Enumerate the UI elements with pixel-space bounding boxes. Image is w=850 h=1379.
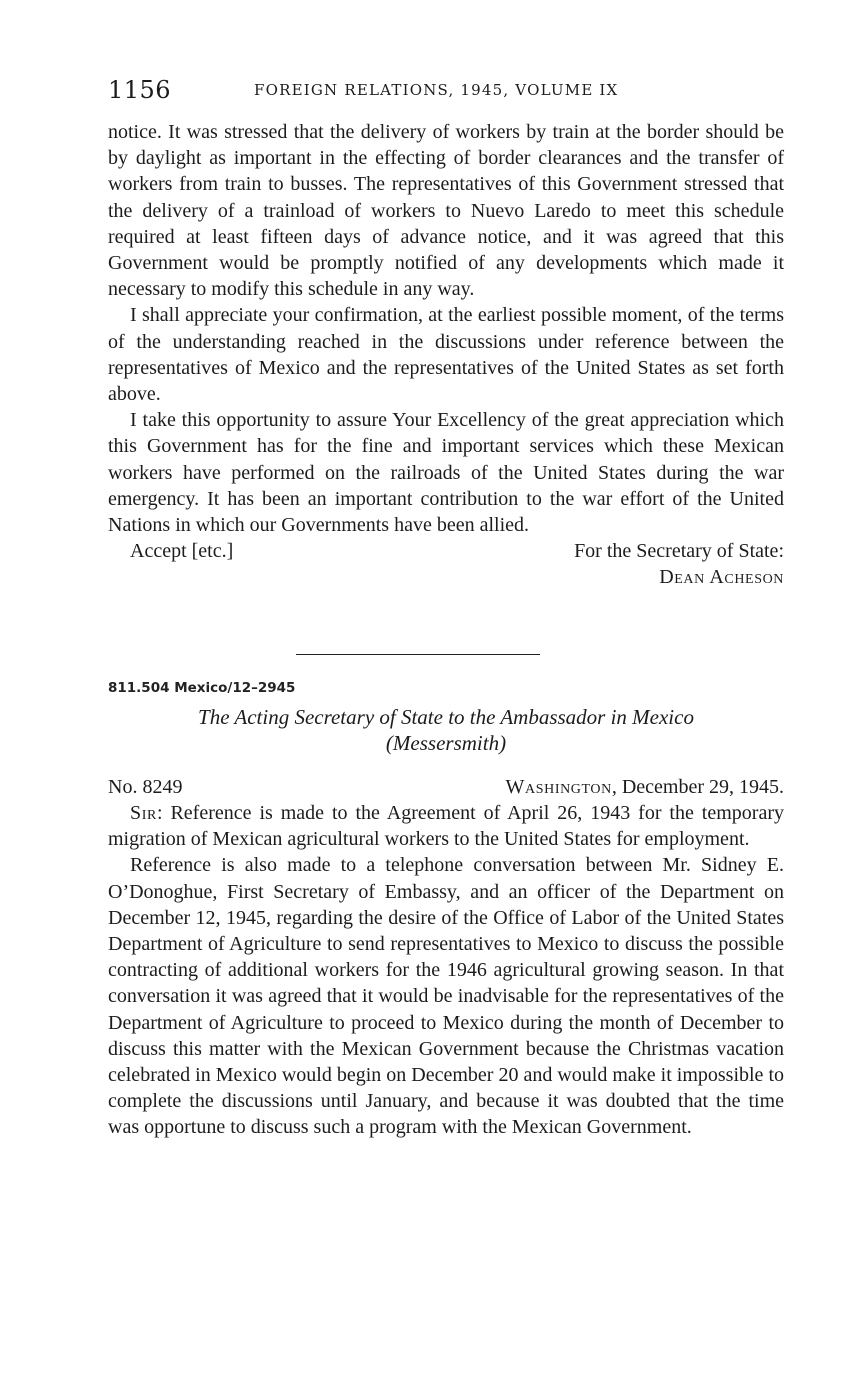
dateline: [108, 774, 784, 800]
document-title: [108, 704, 784, 756]
letter-body: [108, 119, 784, 590]
document-number: No. 8249: [108, 776, 183, 798]
document-body: [108, 774, 784, 1141]
page-number: 1156: [108, 76, 172, 104]
letter-closing: [108, 538, 784, 590]
paragraph-confirmation: I shall appreciate your confirmation, at the earliest possible moment, of the terms of the understanding reached in the discussions under reference between the representatives of Mexico and the representatives of the United States as set forth above.: [108, 304, 784, 406]
place: Washington: [505, 776, 612, 798]
date: , December 29, 1945.: [611, 776, 784, 798]
complimentary-close: Accept [etc.]: [130, 540, 234, 563]
paragraph-continuation: notice. It was stressed that the delivery of workers by train at the border should be by daylight as important in the effecting of border clearances and the transfer of workers from train to busses. The representatives of this Government stressed that the delivery of a trainload of workers to Nuevo Laredo to meet this schedule required at least fifteen days of advance notice, and it was agreed that this Government would be promptly notified of any developments which made it necessary to modify this schedule in any way.: [108, 121, 784, 301]
paragraph-telephone-conversation: Reference is also made to a telephone conversation between Mr. Sidney E. O’Donoghue, First Secretary of Embassy, and an officer of the Department on December 12, 1945, regarding the desire of the Office of Labor of the United States Department of Agriculture to send representatives to Mexico to discuss the possible contracting of additional workers for the 1946 agricultural growing season. In that conversation it was agreed that it would be inadvisable for the representatives of the Department of Agriculture to proceed to Mexico during the month of December to discuss this matter with the Mexican Government because the Christmas vacation celebrated in Mexico would begin on December 20 and would make it impossible to complete the discussions until January, and because it was doubted that the time was opportune to discuss such a program with the Mexican Government.: [108, 854, 784, 1139]
salutation: Sir: [130, 802, 157, 824]
paragraph-reference-agreement: [108, 800, 784, 852]
document-title-sub: (Messersmith): [385, 731, 507, 755]
running-head: FOREIGN RELATIONS, 1945, VOLUME IX: [254, 81, 619, 99]
file-number: 811.504 Mexico/12–2945: [108, 680, 296, 696]
section-divider: [296, 654, 540, 655]
signer-name: Dean Acheson: [659, 566, 784, 589]
document-title-main: The Acting Secretary of State to the Ambassador in Mexico: [198, 705, 694, 729]
paragraph-appreciation: I take this opportunity to assure Your Excellency of the great appreciation which this Government has for the fine and important services which these Mexican workers have performed on the railroads of the United States during the war emergency. It has been an important contribution to the war effort of the United Nations in which our Governments have been allied.: [108, 409, 784, 537]
paragraph-reference-agreement-text: : Reference is made to the Agreement of April 26, 1943 for the temporary migration of Mexican agricultural workers to the United States for employment.: [108, 802, 784, 851]
place-date: [506, 774, 784, 800]
page-header: [108, 76, 788, 108]
signature-line: For the Secretary of State:: [574, 540, 784, 563]
